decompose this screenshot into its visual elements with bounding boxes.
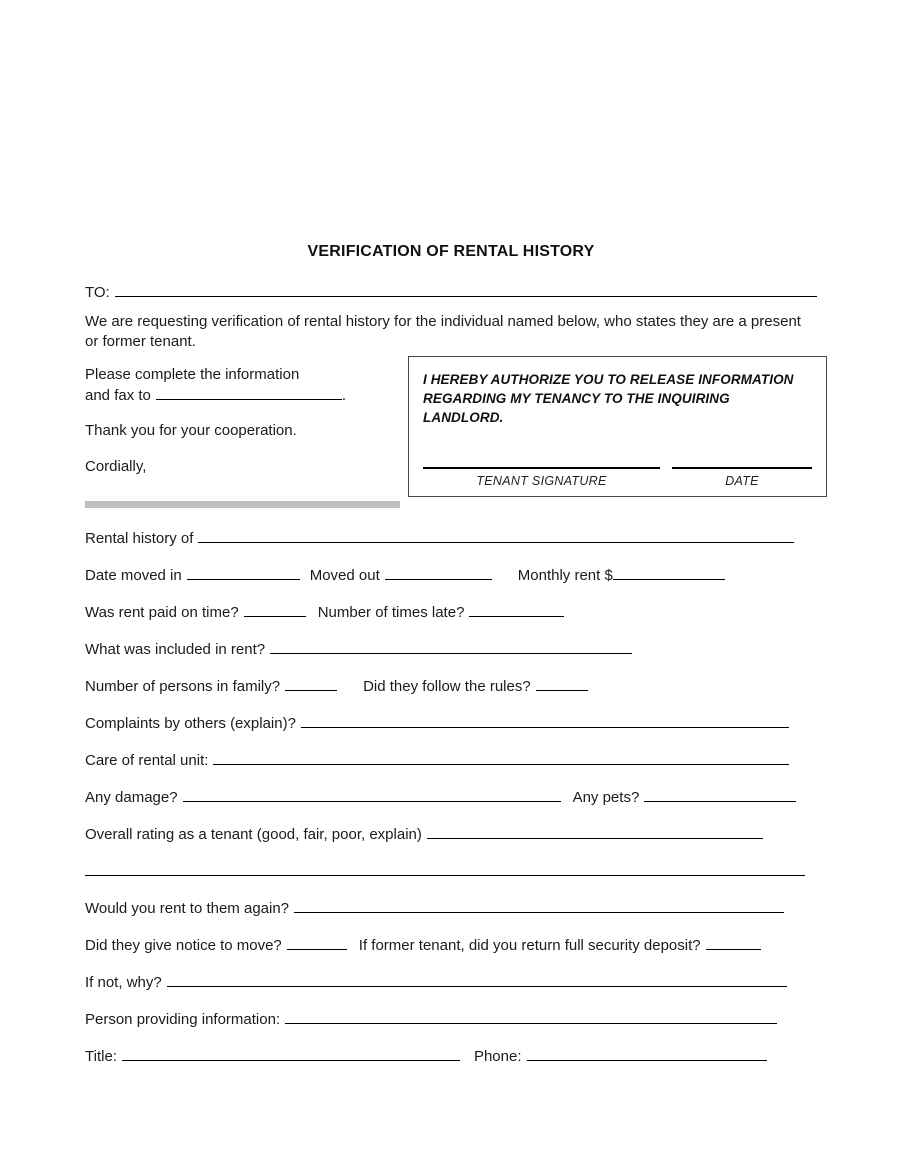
field-label: Number of times late?	[317, 604, 465, 621]
blank-field[interactable]	[183, 787, 561, 802]
section-divider	[85, 501, 400, 508]
form-row	[85, 713, 817, 735]
field-label: Rental history of	[85, 530, 194, 547]
field-label: Did they follow the rules?	[363, 678, 531, 695]
blank-field[interactable]	[285, 676, 337, 691]
field-label: Would you rent to them again?	[85, 900, 290, 917]
blank-field[interactable]	[706, 935, 761, 950]
blank-field[interactable]	[469, 602, 564, 617]
authorization-statement: I HEREBY AUTHORIZE YOU TO RELEASE INFORMATION REGARDING MY TENANCY TO THE INQUIRING LANDLORD.	[423, 372, 794, 425]
field-label: Care of rental unit:	[85, 752, 209, 769]
tenant-signature-label: TENANT SIGNATURE	[476, 474, 607, 488]
date-block	[672, 467, 812, 488]
form-row	[85, 639, 817, 661]
blank-field[interactable]	[244, 602, 306, 617]
instructions-column	[85, 356, 408, 476]
field-label: Complaints by others (explain)?	[85, 715, 296, 732]
field-label: If not, why?	[85, 974, 162, 991]
cordially-text: Cordially,	[85, 457, 147, 475]
form-row	[85, 787, 817, 809]
form-row	[85, 898, 817, 920]
fax-suffix: .	[341, 386, 347, 404]
signature-row	[423, 467, 812, 488]
field-label: Phone:	[473, 1048, 522, 1065]
form-row	[85, 528, 817, 550]
rental-history-form	[85, 528, 817, 1068]
blank-field[interactable]	[527, 1046, 767, 1061]
field-label: Did they give notice to move?	[85, 937, 282, 954]
form-row	[85, 602, 817, 624]
field-label: If former tenant, did you return full security deposit?	[358, 937, 701, 954]
field-label: Date moved in	[85, 567, 182, 584]
field-label: Title:	[85, 1048, 117, 1065]
blank-field[interactable]	[198, 528, 794, 543]
date-field[interactable]	[672, 467, 812, 469]
complete-instruction	[85, 365, 408, 405]
blank-field[interactable]	[270, 639, 632, 654]
to-label: TO:	[85, 284, 110, 301]
request-text: We are requesting verification of rental history for the individual named below, who states they are a present or former tenant.	[85, 313, 801, 350]
blank-field[interactable]	[187, 565, 300, 580]
blank-field[interactable]	[294, 898, 784, 913]
form-row	[85, 676, 817, 698]
tenant-signature-field[interactable]	[423, 467, 660, 469]
field-label: Person providing information:	[85, 1011, 281, 1028]
blank-field[interactable]	[213, 750, 789, 765]
field-label: What was included in rent?	[85, 641, 266, 658]
to-field[interactable]	[115, 282, 817, 297]
blank-field[interactable]	[536, 676, 588, 691]
blank-field[interactable]	[427, 824, 763, 839]
date-label: DATE	[725, 474, 759, 488]
to-row	[85, 282, 817, 301]
field-label: Number of persons in family?	[85, 678, 281, 695]
blank-field[interactable]	[301, 713, 789, 728]
document-content	[85, 243, 817, 1083]
page-title: VERIFICATION OF RENTAL HISTORY	[307, 243, 595, 260]
tenant-signature-block	[423, 467, 660, 488]
blank-field[interactable]	[285, 1009, 777, 1024]
fax-number-field[interactable]	[156, 385, 342, 400]
form-row	[85, 824, 817, 846]
form-row	[85, 565, 817, 587]
field-label: Any pets?	[572, 789, 640, 806]
field-label: Was rent paid on time?	[85, 604, 239, 621]
form-row	[85, 861, 817, 883]
form-row	[85, 935, 817, 957]
fax-prefix: and fax to	[85, 386, 151, 404]
thanks-text: Thank you for your cooperation.	[85, 422, 297, 439]
blank-field[interactable]	[287, 935, 347, 950]
blank-field[interactable]	[85, 861, 805, 876]
blank-field[interactable]	[385, 565, 492, 580]
form-row	[85, 972, 817, 994]
blank-field[interactable]	[122, 1046, 460, 1061]
form-row	[85, 1046, 817, 1068]
form-row	[85, 1009, 817, 1031]
blank-field[interactable]	[167, 972, 787, 987]
field-label: Monthly rent $	[517, 567, 613, 584]
blank-field[interactable]	[644, 787, 796, 802]
cover-letter-section	[85, 356, 817, 497]
field-label: Any damage?	[85, 789, 178, 806]
form-row	[85, 750, 817, 772]
field-label: Overall rating as a tenant (good, fair, poor, explain)	[85, 826, 422, 843]
field-label: Moved out	[309, 567, 380, 584]
complete-instruction-line1: Please complete the information	[85, 366, 300, 383]
blank-field[interactable]	[613, 565, 725, 580]
authorization-box	[408, 356, 827, 497]
